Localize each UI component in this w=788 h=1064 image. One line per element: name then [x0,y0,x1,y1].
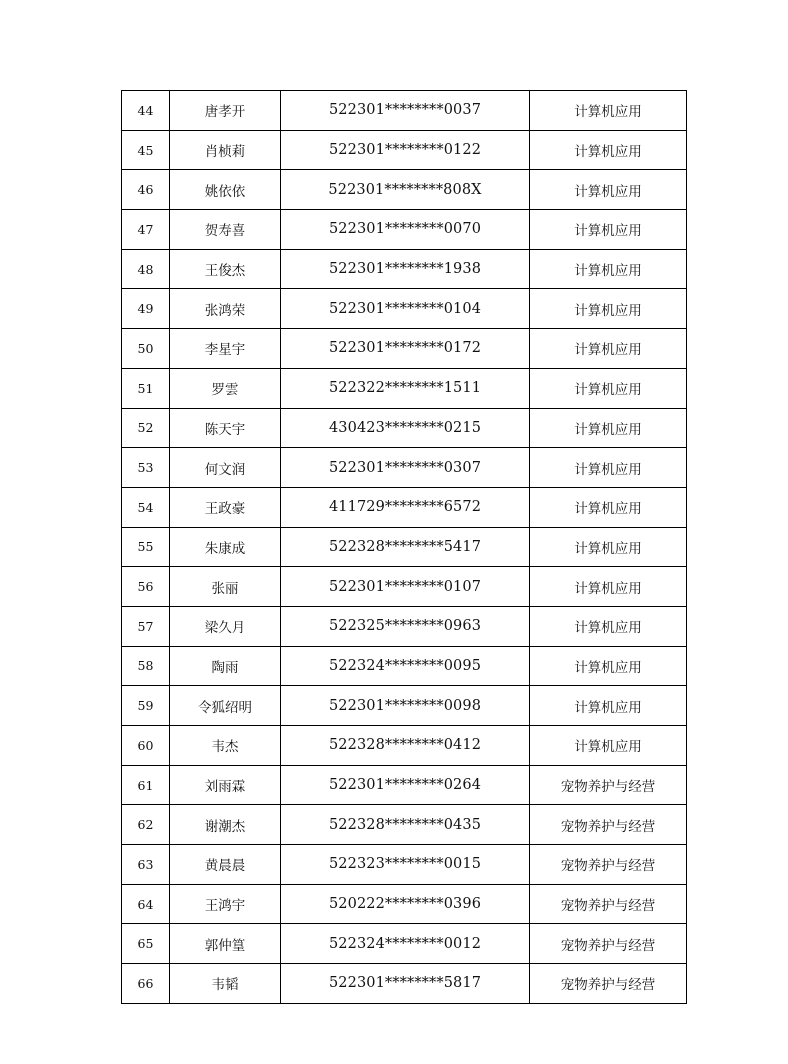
student-name-cell: 唐孝开 [170,91,281,131]
student-name-cell: 王政豪 [170,487,281,527]
id-number-cell: 522301********0264 [281,765,530,805]
id-number-cell: 522322********1511 [281,368,530,408]
table-row [122,884,687,924]
row-number-cell: 47 [122,210,170,250]
table-row [122,487,687,527]
roster-body [122,91,687,1004]
id-number-cell: 522301********0104 [281,289,530,329]
student-name-cell: 肖桢莉 [170,130,281,170]
major-cell: 计算机应用 [530,567,687,607]
student-name-cell: 韦杰 [170,726,281,766]
major-cell: 宠物养护与经营 [530,805,687,845]
id-number-cell: 522301********5817 [281,964,530,1004]
row-number-cell: 55 [122,527,170,567]
row-number-cell: 62 [122,805,170,845]
row-number-cell: 46 [122,170,170,210]
student-name-cell: 张鸿荣 [170,289,281,329]
student-name-cell: 令狐绍明 [170,686,281,726]
row-number-cell: 59 [122,686,170,726]
row-number-cell: 49 [122,289,170,329]
row-number-cell: 57 [122,606,170,646]
student-name-cell: 王俊杰 [170,249,281,289]
table-row [122,210,687,250]
major-cell: 计算机应用 [530,368,687,408]
table-row [122,527,687,567]
table-row [122,289,687,329]
student-name-cell: 陈天宇 [170,408,281,448]
major-cell: 计算机应用 [530,646,687,686]
major-cell: 计算机应用 [530,289,687,329]
id-number-cell: 430423********0215 [281,408,530,448]
id-number-cell: 411729********6572 [281,487,530,527]
student-name-cell: 贺寿喜 [170,210,281,250]
id-number-cell: 522328********5417 [281,527,530,567]
student-name-cell: 谢潮杰 [170,805,281,845]
major-cell: 计算机应用 [530,606,687,646]
table-row [122,686,687,726]
major-cell: 计算机应用 [530,686,687,726]
table-row [122,726,687,766]
table-row [122,368,687,408]
table-row [122,964,687,1004]
id-number-cell: 522301********0098 [281,686,530,726]
row-number-cell: 56 [122,567,170,607]
id-number-cell: 522301********0172 [281,329,530,369]
major-cell: 宠物养护与经营 [530,924,687,964]
table-row [122,249,687,289]
major-cell: 计算机应用 [530,329,687,369]
id-number-cell: 520222********0396 [281,884,530,924]
id-number-cell: 522301********0037 [281,91,530,131]
row-number-cell: 65 [122,924,170,964]
major-cell: 计算机应用 [530,130,687,170]
student-name-cell: 张丽 [170,567,281,607]
row-number-cell: 66 [122,964,170,1004]
id-number-cell: 522301********0307 [281,448,530,488]
student-name-cell: 陶雨 [170,646,281,686]
student-name-cell: 王鸿宇 [170,884,281,924]
student-name-cell: 韦韬 [170,964,281,1004]
student-name-cell: 何文润 [170,448,281,488]
table-row [122,845,687,885]
major-cell: 计算机应用 [530,448,687,488]
major-cell: 宠物养护与经营 [530,884,687,924]
student-name-cell: 罗雲 [170,368,281,408]
row-number-cell: 45 [122,130,170,170]
table-row [122,567,687,607]
major-cell: 宠物养护与经营 [530,964,687,1004]
row-number-cell: 44 [122,91,170,131]
table-row [122,606,687,646]
student-name-cell: 郭仲篁 [170,924,281,964]
major-cell: 宠物养护与经营 [530,765,687,805]
row-number-cell: 61 [122,765,170,805]
row-number-cell: 52 [122,408,170,448]
table-row [122,924,687,964]
row-number-cell: 60 [122,726,170,766]
table-row [122,765,687,805]
id-number-cell: 522301********1938 [281,249,530,289]
major-cell: 计算机应用 [530,249,687,289]
id-number-cell: 522328********0435 [281,805,530,845]
table-row [122,170,687,210]
table-row [122,91,687,131]
major-cell: 宠物养护与经营 [530,845,687,885]
id-number-cell: 522325********0963 [281,606,530,646]
roster-table [121,90,687,1004]
table-row [122,408,687,448]
id-number-cell: 522323********0015 [281,845,530,885]
id-number-cell: 522324********0095 [281,646,530,686]
row-number-cell: 58 [122,646,170,686]
major-cell: 计算机应用 [530,726,687,766]
row-number-cell: 54 [122,487,170,527]
row-number-cell: 53 [122,448,170,488]
student-name-cell: 朱康成 [170,527,281,567]
student-name-cell: 梁久月 [170,606,281,646]
row-number-cell: 64 [122,884,170,924]
student-name-cell: 姚依依 [170,170,281,210]
id-number-cell: 522301********0107 [281,567,530,607]
id-number-cell: 522301********808X [281,170,530,210]
major-cell: 计算机应用 [530,170,687,210]
student-name-cell: 黄晨晨 [170,845,281,885]
row-number-cell: 51 [122,368,170,408]
table-row [122,805,687,845]
id-number-cell: 522301********0070 [281,210,530,250]
table-row [122,130,687,170]
id-number-cell: 522324********0012 [281,924,530,964]
major-cell: 计算机应用 [530,408,687,448]
major-cell: 计算机应用 [530,487,687,527]
table-row [122,329,687,369]
id-number-cell: 522301********0122 [281,130,530,170]
table-row [122,448,687,488]
student-name-cell: 李星宇 [170,329,281,369]
student-name-cell: 刘雨霖 [170,765,281,805]
major-cell: 计算机应用 [530,527,687,567]
row-number-cell: 50 [122,329,170,369]
id-number-cell: 522328********0412 [281,726,530,766]
major-cell: 计算机应用 [530,91,687,131]
row-number-cell: 63 [122,845,170,885]
row-number-cell: 48 [122,249,170,289]
major-cell: 计算机应用 [530,210,687,250]
table-row [122,646,687,686]
